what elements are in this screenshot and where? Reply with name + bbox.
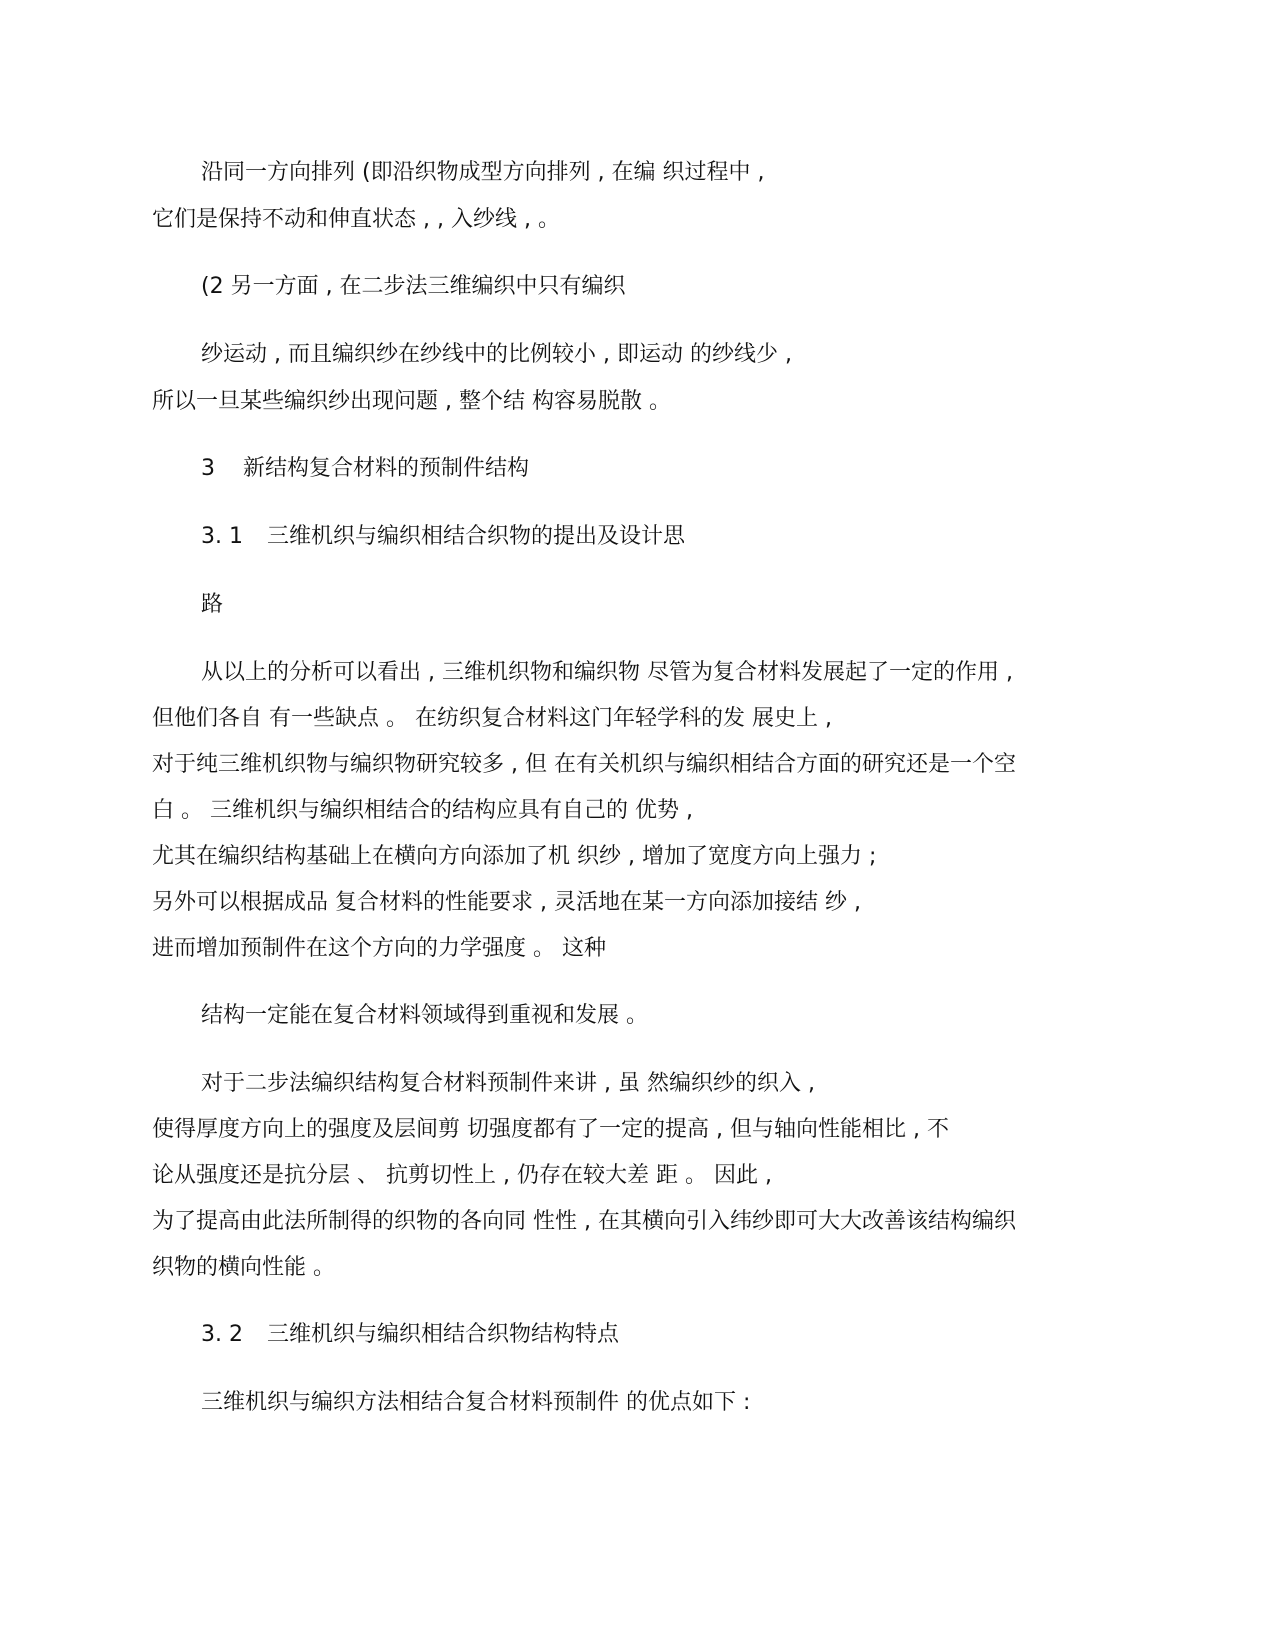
paragraph-line: 使得厚度方向上的强度及层间剪 切强度都有了一定的提高 , 但与轴向性能相比 , 不 [152, 1117, 949, 1142]
paragraph-line: 尤其在编织结构基础上在横向方向添加了机 织纱 , 增加了宽度方向上强力 ; [152, 844, 877, 869]
paragraph-line: 结构一定能在复合材料领域得到重视和发展 。 [201, 1003, 648, 1028]
paragraph-line: 三维机织与编织方法相结合复合材料预制件 的优点如下 : [201, 1390, 751, 1415]
section-number: 3. 2 [201, 1322, 243, 1347]
paragraph-line: 为了提高由此法所制得的织物的各向同 性性 , 在其横向引入纬纱即可大大改善该结构编织 [152, 1209, 1016, 1234]
section-title-continuation: 路 [201, 592, 224, 617]
section-number: 3. 1 [201, 524, 243, 549]
paragraph-line: 从以上的分析可以看出 , 三维机织物和编织物 尽管为复合材料发展起了一定的作用 , [201, 660, 1013, 685]
section-heading-3 [201, 454, 1132, 484]
paragraph-line: 另外可以根据成品 复合材料的性能要求 , 灵活地在某一方向添加接结 纱 , [152, 890, 861, 915]
paragraph-line: 论从强度还是抗分层 、 抗剪切性上 , 仍存在较大差 距 。 因此 , [152, 1163, 772, 1188]
section-heading-3-2 [201, 1320, 1132, 1350]
paragraph-line: 织物的横向性能 。 [152, 1255, 335, 1280]
section-heading-3-1 [201, 522, 1132, 552]
paragraph-line: 白 。 三维机织与编织相结合的结构应具有自己的 优势 , [152, 798, 693, 823]
paragraph-line: (2 另一方面 , 在二步法三维编织中只有编织 [201, 274, 626, 299]
paragraph-line: 所以一旦某些编织纱出现问题 , 整个结 构容易脱散 。 [152, 389, 671, 414]
section-number: 3 [201, 456, 215, 481]
paragraph-line: 对于纯三维机织物与编织物研究较多 , 但 在有关机织与编织相结合方面的研究还是一个空 [152, 752, 1016, 777]
paragraph-line: 它们是保持不动和伸直状态 , , 入纱线 , 。 [152, 207, 560, 232]
paragraph-line: 进而增加预制件在这个方向的力学强度 。 这种 [152, 936, 606, 961]
paragraph-line: 沿同一方向排列 (即沿织物成型方向排列 , 在编 织过程中 , [201, 160, 765, 185]
section-title: 三维机织与编织相结合织物的提出及设计思 [267, 524, 686, 549]
paragraph-line: 但他们各自 有一些缺点 。 在纺织复合材料这门年轻学科的发 展史上 , [152, 706, 832, 731]
section-title: 新结构复合材料的预制件结构 [243, 456, 530, 481]
paragraph-line: 纱运动 , 而且编织纱在纱线中的比例较小 , 即运动 的纱线少 , [201, 342, 792, 367]
paragraph-line: 对于二步法编织结构复合材料预制件来讲 , 虽 然编织纱的织入 , [201, 1071, 815, 1096]
section-title: 三维机织与编织相结合织物结构特点 [267, 1322, 620, 1347]
